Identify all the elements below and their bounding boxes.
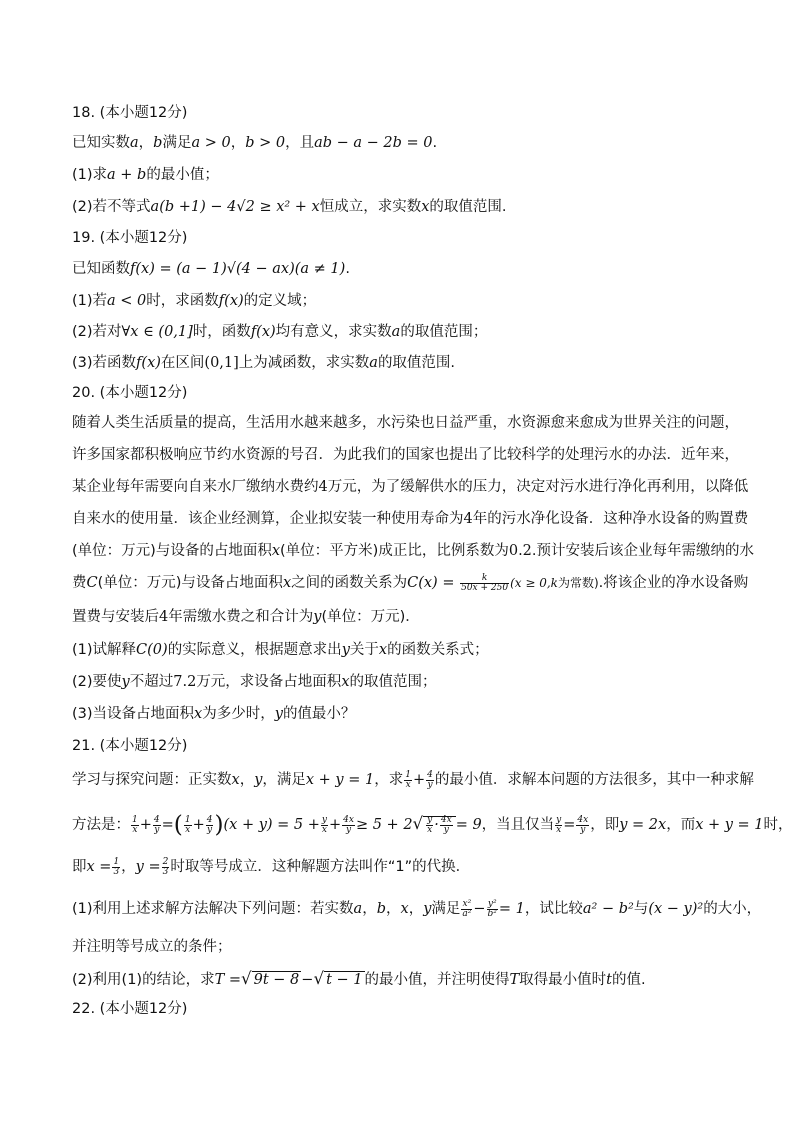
q19-part2: (2)若对∀x ∈ (0,1]时，函数f(x)均有意义，求实数a的取值范围；: [72, 324, 488, 340]
q21-part1b: 并注明等号成立的条件；: [72, 939, 232, 955]
q19-part1: (1)若a < 0时，求函数f(x)的定义域；: [72, 293, 317, 309]
q20-line2: 许多国家都积极响应节约水资源的号召．为此我们的国家也提出了比较科学的处理污水的办法．近年来，: [72, 447, 739, 463]
q19-part3: (3)若函数f(x)在区间(0,1]上为减函数，求实数a的取值范围.: [72, 355, 456, 371]
q21-line3: 即x = $\frac{1}{3}$ ，y = $\frac{2}{3}$ 时取等号成立．这种解题方法叫作“1”的代换．: [72, 856, 471, 877]
q20-part1: (1)试解释C(0)的实际意义，根据题意求出y关于x的函数关系式；: [72, 642, 489, 658]
q18-part1: (1)求a + b的最小值；: [72, 167, 219, 183]
q20-part2: (2)要使y不超过7.2万元，求设备占地面积x的取值范围；: [72, 674, 437, 690]
q18-header: 18. (本小题12分): [72, 105, 188, 121]
q20-line3: 某企业每年需要向自来水厂缴纳水费约4万元，为了缓解供水的压力，决定对污水进行净化再利用，以降低: [72, 479, 749, 495]
q18-part2: (2)若不等式a(b +1) − 4√2 ≥ x² + x恒成立，求实数x的取值范围.: [72, 199, 507, 215]
q20-line5: (单位：万元)与设备的占地面积x(单位：平方米)成正比，比例系数为0.2.预计安装后该企业每年需缴纳的水: [72, 543, 755, 559]
q22-header: 22. (本小题12分): [72, 1001, 188, 1017]
q21-line1: 学习与探究问题：正实数x，y，满足x + y = 1，求 $\frac{1}{x}$ + $\frac{4}{y}$ 的最小值．求解本问题的方法很多，其中一种求解: [72, 769, 754, 790]
q20-header: 20. (本小题12分): [72, 385, 188, 401]
q19-stem: 已知函数f(x) = (a − 1)√(4 − ax)(a ≠ 1).: [72, 261, 350, 277]
q20-line7: 置费与安装后4年需缴水费之和合计为y(单位：万元)．: [72, 609, 420, 625]
q21-part1a: (1)利用上述求解方法解决下列问题：若实数a，b，x，y满足 $\frac{\text{x²}}{\text{a²}}$ − $\frac{\text{y²}}{\text{b²}}$ = 1，试比较a² − b²与(x − y)²的大小，: [72, 898, 762, 919]
cost-fraction: $\frac{k}{50x + 250}$: [461, 572, 509, 593]
q20-line6: 费C(单位：万元)与设备占地面积x之间的函数关系为C(x) = $\frac{k}{50x + 250}$ (x ≥ 0,k为常数).将该企业的净水设备购: [72, 572, 749, 593]
q21-header: 21. (本小题12分): [72, 738, 188, 754]
q21-part2: (2)利用(1)的结论，求T =√ 9t − 8 −√ t − 1 的最小值，并注明使得T取得最小值时t的值.: [72, 969, 646, 988]
q20-line4: 自来水的使用量．该企业经测算，企业拟安装一种使用寿命为4年的污水净化设备．这种净水设备的购置费: [72, 511, 749, 527]
q21-line2: 方法是： $\frac{1}{x}$ + $\frac{4}{y}$ =( $\frac{1}{x}$ + $\frac{4}{y}$ )(x + y) = 5 + $\frac{y}{x}$ + $\frac{4x}{y}$ ≥ 5 + 2√ $\frac{y}{x}$ · $\frac{4x}{y}$ = 9，当且仅当 $\frac{y}{x}$ = $\frac{4x}{y}$ ，即y = 2x，而x + y = 1时，: [72, 811, 793, 838]
q20-line1: 随着人类生活质量的提高，生活用水越来越多，水污染也日益严重，水资源愈来愈成为世界关注的问题，: [72, 415, 739, 431]
q19-header: 19. (本小题12分): [72, 230, 188, 246]
q20-part3: (3)当设备占地面积x为多少时，y的值最小？: [72, 706, 356, 722]
q18-stem: 已知实数a，b满足a > 0，b > 0，且ab − a − 2b = 0.: [72, 135, 438, 151]
